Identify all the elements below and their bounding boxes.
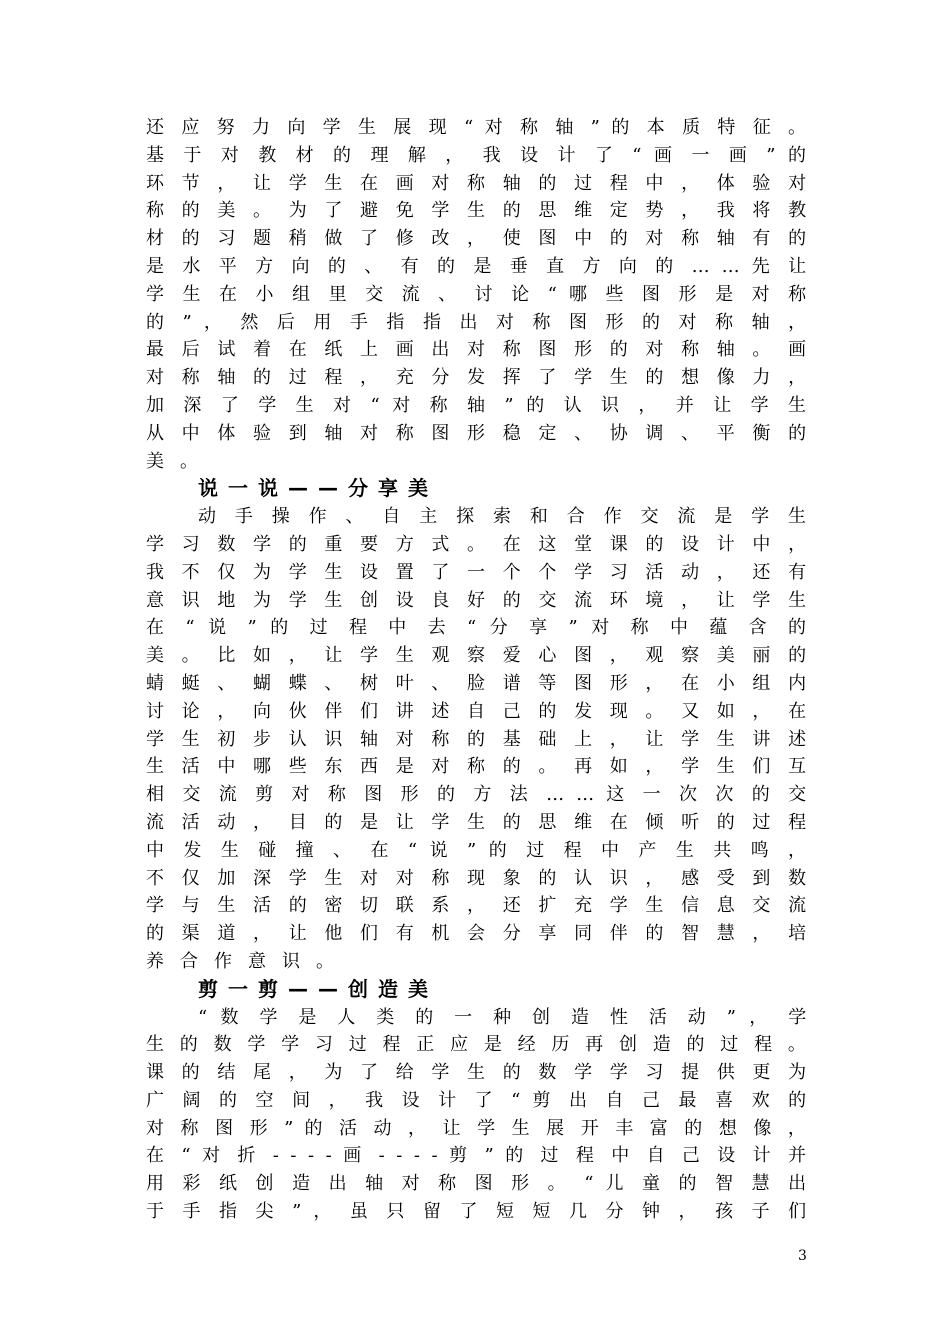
text-line: 不 仅 加 深 学 生 对 对 称 现 象 的 认 识 ， 感 受 到 数 [146,867,807,889]
text-line: 蜻 蜓 、 蝴 蝶 、 树 叶 、 脸 谱 等 图 形 ， 在 小 组 内 [146,672,807,694]
text-line: 环 节 ， 让 学 生 在 画 对 称 轴 的 过 程 中 ， 体 验 对 [146,172,807,194]
text-line: 养合作意识。 [146,950,350,972]
text-line: 最 后 试 着 在 纸 上 画 出 对 称 图 形 的 对 称 轴 。 画 [146,339,807,361]
text-line: 用 彩 纸 创 造 出 轴 对 称 图 形 。 “ 儿 童 的 智 慧 出 [146,1173,807,1195]
text-line: 美。 [146,450,214,472]
text-line: 学 生 初 步 认 识 轴 对 称 的 基 础 上 ， 让 学 生 讲 述 [146,728,807,750]
text-line: 从 中 体 验 到 轴 对 称 图 形 稳 定 、 协 调 、 平 衡 的 [146,422,807,444]
text-line: 在 “ 对 折 - - - - 画 - - - - 剪 ” 的 过 程 中 自 己 设 计 并 [146,1145,806,1167]
text-line: 对 称 轴 的 过 程 ， 充 分 发 挥 了 学 生 的 想 像 力 ， [146,367,807,389]
text-line: 在 “ 说 ” 的 过 程 中 去 “ 分 享 ” 对 称 中 蕴 含 的 [146,617,807,639]
text-line: 美 。 比 如 ， 让 学 生 观 察 爱 心 图 ， 观 察 美 丽 的 [146,645,807,667]
text-line: 流 活 动 ， 目 的 是 让 学 生 的 思 维 在 倾 听 的 过 程 [146,811,807,833]
text-line: 中 发 生 碰 撞 、 在 “ 说 ” 的 过 程 中 产 生 共 鸣 ， [146,839,807,861]
text-line: 还 应 努 力 向 学 生 展 现 “ 对 称 轴 ” 的 本 质 特 征 。 [146,117,807,138]
text-line: 基 于 对 教 材 的 理 解 ， 我 设 计 了 “ 画 一 画 ” 的 [146,144,807,166]
text-line: 对 称 图 形 ” 的 活 动 ， 让 学 生 展 开 丰 富 的 想 像 ， [146,1117,806,1139]
section-heading-share: 说一说——分享美 [198,476,438,501]
text-line: 我 不 仅 为 学 生 设 置 了 一 个 个 学 习 活 动 ， 还 有 [146,561,807,583]
page-number: 3 [798,1248,807,1264]
text-line: 加 深 了 学 生 对 “ 对 称 轴 ” 的 认 识 ， 并 让 学 生 [146,394,807,416]
text-line: 讨 论 ， 向 伙 伴 们 讲 述 自 己 的 发 现 。 又 如 ， 在 [146,700,807,722]
text-line: 于 手 指 尖 ” ， 虽 只 留 了 短 短 几 分 钟 ， 孩 子 们 [146,1201,807,1223]
section-heading-create: 剪一剪——创造美 [198,976,438,1001]
text-line: 动 手 操 作 、 自 主 探 索 和 合 作 交 流 是 学 生 [198,506,806,528]
text-line: 学 与 生 活 的 密 切 联 系 ， 还 扩 充 学 生 信 息 交 流 [146,895,807,917]
text-line: 的 渠 道 ， 让 他 们 有 机 会 分 享 同 伴 的 智 慧 ， 培 [146,923,807,945]
text-line: 的 ” ， 然 后 用 手 指 指 出 对 称 图 形 的 对 称 轴 ， [146,311,807,333]
text-line: 材 的 习 题 稍 做 了 修 改 ， 使 图 中 的 对 称 轴 有 的 [146,228,807,250]
text-line: 意 识 地 为 学 生 创 设 良 好 的 交 流 环 境 ， 让 学 生 [146,589,807,611]
text-line: 是 水 平 方 向 的 、 有 的 是 垂 直 方 向 的 … … 先 让 [146,255,807,277]
text-line: 课 的 结 尾 ， 为 了 给 学 生 的 数 学 学 习 提 供 更 为 [146,1062,807,1084]
text-line: 广 阔 的 空 间 ， 我 设 计 了 “ 剪 出 自 己 最 喜 欢 的 [146,1089,807,1111]
text-line: 学 生 在 小 组 里 交 流 、 讨 论 “ 哪 些 图 形 是 对 称 [146,283,807,305]
text-line: 学 习 数 学 的 重 要 方 式 。 在 这 堂 课 的 设 计 中 ， [146,533,807,555]
text-line: 生 的 数 学 学 习 过 程 正 应 是 经 历 再 创 造 的 过 程 。 [146,1034,806,1056]
text-line: 相 交 流 剪 对 称 图 形 的 方 法 … … 这 一 次 次 的 交 [146,784,807,806]
body-text [146,114,806,1226]
text-line: “ 数 学 是 人 类 的 一 种 创 造 性 活 动 ” ， 学 [198,1006,807,1028]
text-line: 称 的 美 。 为 了 避 免 学 生 的 思 维 定 势 ， 我 将 教 [146,200,807,222]
text-line: 生 活 中 哪 些 东 西 是 对 称 的 。 再 如 ， 学 生 们 互 [146,756,807,778]
